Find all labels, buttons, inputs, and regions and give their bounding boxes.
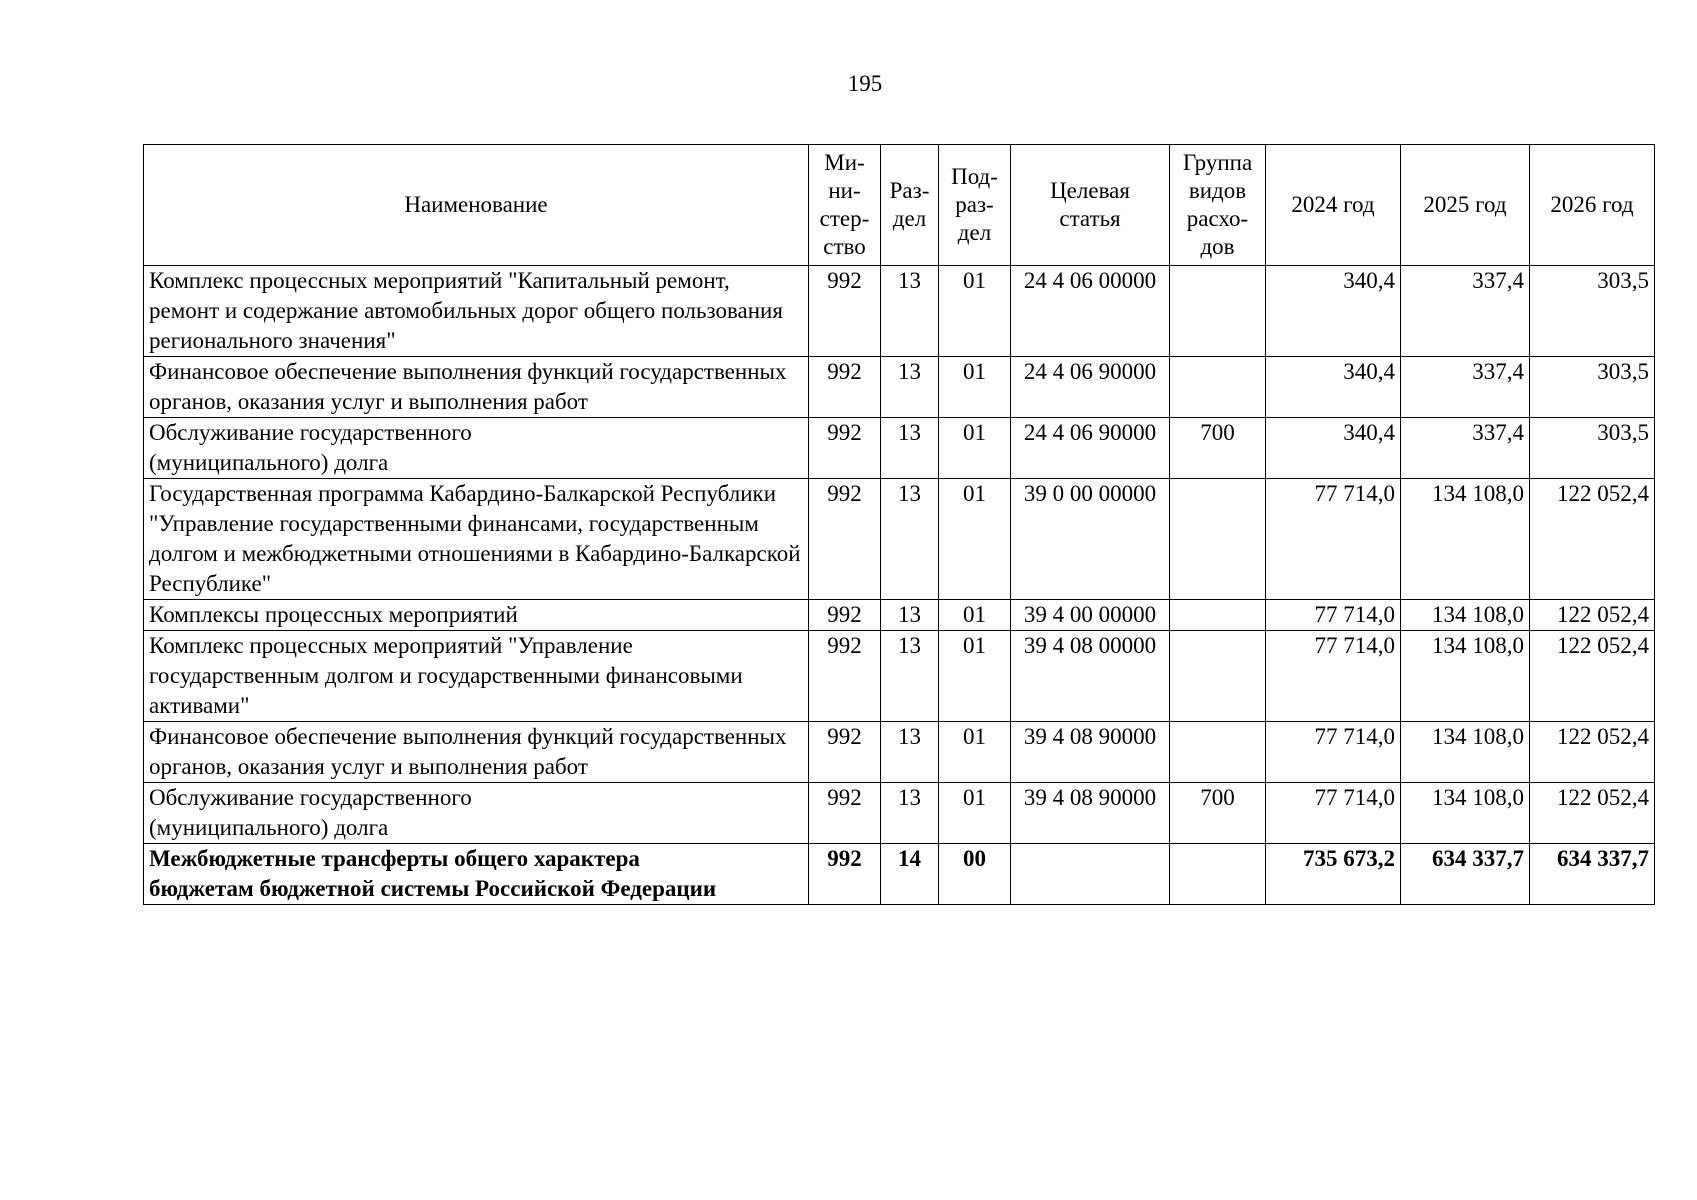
cell-2024: 77 714,0 xyxy=(1266,722,1401,783)
cell-ministry: 992 xyxy=(809,357,881,418)
cell-name: Межбюджетные трансферты общего характера бюджетам бюджетной системы Российской Федерации xyxy=(144,844,809,905)
budget-table xyxy=(143,144,1655,905)
cell-subsection: 01 xyxy=(939,479,1011,600)
cell-name: Финансовое обеспечение выполнения функций государственных органов, оказания услуг и выполнения работ xyxy=(144,357,809,418)
table-row-total xyxy=(144,844,1655,905)
cell-ministry: 992 xyxy=(809,479,881,600)
cell-target xyxy=(1011,844,1170,905)
header-row xyxy=(144,145,1655,266)
cell-2025: 337,4 xyxy=(1401,266,1530,357)
cell-section: 13 xyxy=(881,722,939,783)
cell-2026: 303,5 xyxy=(1530,266,1655,357)
cell-2024: 735 673,2 xyxy=(1266,844,1401,905)
cell-2024: 77 714,0 xyxy=(1266,631,1401,722)
header-2026 xyxy=(1530,145,1655,266)
header-ministry: Ми- ни- стер- ство xyxy=(809,145,881,266)
cell-2024: 77 714,0 xyxy=(1266,479,1401,600)
header-2025 xyxy=(1401,145,1530,266)
header-2025-label: 2025 год xyxy=(1423,192,1507,217)
cell-2025: 134 108,0 xyxy=(1401,631,1530,722)
cell-2025: 134 108,0 xyxy=(1401,600,1530,631)
cell-ministry: 992 xyxy=(809,418,881,479)
cell-group: 700 xyxy=(1170,418,1266,479)
cell-group: 700 xyxy=(1170,783,1266,844)
cell-group xyxy=(1170,631,1266,722)
header-2024 xyxy=(1266,145,1401,266)
table-row xyxy=(144,783,1655,844)
cell-ministry: 992 xyxy=(809,783,881,844)
cell-name: Комплексы процессных мероприятий xyxy=(144,600,809,631)
cell-ministry: 992 xyxy=(809,600,881,631)
cell-2024: 340,4 xyxy=(1266,357,1401,418)
cell-2025: 634 337,7 xyxy=(1401,844,1530,905)
cell-2025: 134 108,0 xyxy=(1401,479,1530,600)
cell-section: 14 xyxy=(881,844,939,905)
header-target: Целевая статья xyxy=(1011,145,1170,266)
header-2024-label: 2024 год xyxy=(1291,192,1375,217)
cell-2025: 337,4 xyxy=(1401,357,1530,418)
header-subsection: Под- раз- дел xyxy=(939,145,1011,266)
cell-ministry: 992 xyxy=(809,722,881,783)
table-row xyxy=(144,266,1655,357)
cell-target: 39 4 08 90000 xyxy=(1011,783,1170,844)
table-row xyxy=(144,479,1655,600)
cell-2026: 303,5 xyxy=(1530,357,1655,418)
cell-name: Финансовое обеспечение выполнения функций государственных органов, оказания услуг и выполнения работ xyxy=(144,722,809,783)
cell-2026: 122 052,4 xyxy=(1530,631,1655,722)
cell-name: Обслуживание государственного (муниципального) долга xyxy=(144,418,809,479)
table-row xyxy=(144,600,1655,631)
cell-group xyxy=(1170,266,1266,357)
cell-2024: 340,4 xyxy=(1266,266,1401,357)
cell-subsection: 01 xyxy=(939,631,1011,722)
cell-subsection: 00 xyxy=(939,844,1011,905)
cell-section: 13 xyxy=(881,600,939,631)
cell-target: 24 4 06 90000 xyxy=(1011,418,1170,479)
cell-target: 24 4 06 90000 xyxy=(1011,357,1170,418)
cell-2026: 122 052,4 xyxy=(1530,600,1655,631)
cell-group xyxy=(1170,479,1266,600)
cell-2024: 340,4 xyxy=(1266,418,1401,479)
cell-group xyxy=(1170,844,1266,905)
cell-name: Комплекс процессных мероприятий "Управление государственным долгом и государственными финансовыми активами" xyxy=(144,631,809,722)
cell-2026: 122 052,4 xyxy=(1530,722,1655,783)
cell-name: Государственная программа Кабардино-Балкарской Республики "Управление государственными финансами, государственным долгом и межбюджетными отношениями в Кабардино-Балкарской Республике" xyxy=(144,479,809,600)
cell-group xyxy=(1170,600,1266,631)
table-row xyxy=(144,357,1655,418)
cell-2024: 77 714,0 xyxy=(1266,783,1401,844)
cell-section: 13 xyxy=(881,631,939,722)
header-section: Раз- дел xyxy=(881,145,939,266)
cell-subsection: 01 xyxy=(939,600,1011,631)
header-2026-label: 2026 год xyxy=(1550,192,1634,217)
cell-target: 39 0 00 00000 xyxy=(1011,479,1170,600)
cell-subsection: 01 xyxy=(939,357,1011,418)
cell-subsection: 01 xyxy=(939,722,1011,783)
cell-target: 39 4 00 00000 xyxy=(1011,600,1170,631)
cell-2026: 303,5 xyxy=(1530,418,1655,479)
cell-section: 13 xyxy=(881,479,939,600)
cell-2025: 134 108,0 xyxy=(1401,722,1530,783)
cell-2026: 122 052,4 xyxy=(1530,479,1655,600)
cell-2026: 122 052,4 xyxy=(1530,783,1655,844)
page-number: 195 xyxy=(847,71,883,96)
cell-section: 13 xyxy=(881,357,939,418)
cell-target: 39 4 08 90000 xyxy=(1011,722,1170,783)
cell-section: 13 xyxy=(881,783,939,844)
cell-group xyxy=(1170,722,1266,783)
table-row xyxy=(144,631,1655,722)
cell-name: Комплекс процессных мероприятий "Капитальный ремонт, ремонт и содержание автомобильных дорог общего пользования регионального значения" xyxy=(144,266,809,357)
header-name-label: Наименование xyxy=(404,192,548,217)
cell-group xyxy=(1170,357,1266,418)
table-row xyxy=(144,722,1655,783)
cell-2026: 634 337,7 xyxy=(1530,844,1655,905)
cell-section: 13 xyxy=(881,418,939,479)
cell-subsection: 01 xyxy=(939,783,1011,844)
table-row xyxy=(144,418,1655,479)
cell-name: Обслуживание государственного (муниципального) долга xyxy=(144,783,809,844)
table-body xyxy=(144,266,1655,905)
cell-ministry: 992 xyxy=(809,631,881,722)
table-header xyxy=(144,145,1655,266)
cell-section: 13 xyxy=(881,266,939,357)
cell-ministry: 992 xyxy=(809,844,881,905)
cell-target: 39 4 08 00000 xyxy=(1011,631,1170,722)
cell-subsection: 01 xyxy=(939,266,1011,357)
cell-ministry: 992 xyxy=(809,266,881,357)
header-name xyxy=(144,145,809,266)
header-group: Группа видов расхо- дов xyxy=(1170,145,1266,266)
cell-target: 24 4 06 00000 xyxy=(1011,266,1170,357)
cell-2025: 134 108,0 xyxy=(1401,783,1530,844)
cell-subsection: 01 xyxy=(939,418,1011,479)
cell-2025: 337,4 xyxy=(1401,418,1530,479)
cell-2024: 77 714,0 xyxy=(1266,600,1401,631)
